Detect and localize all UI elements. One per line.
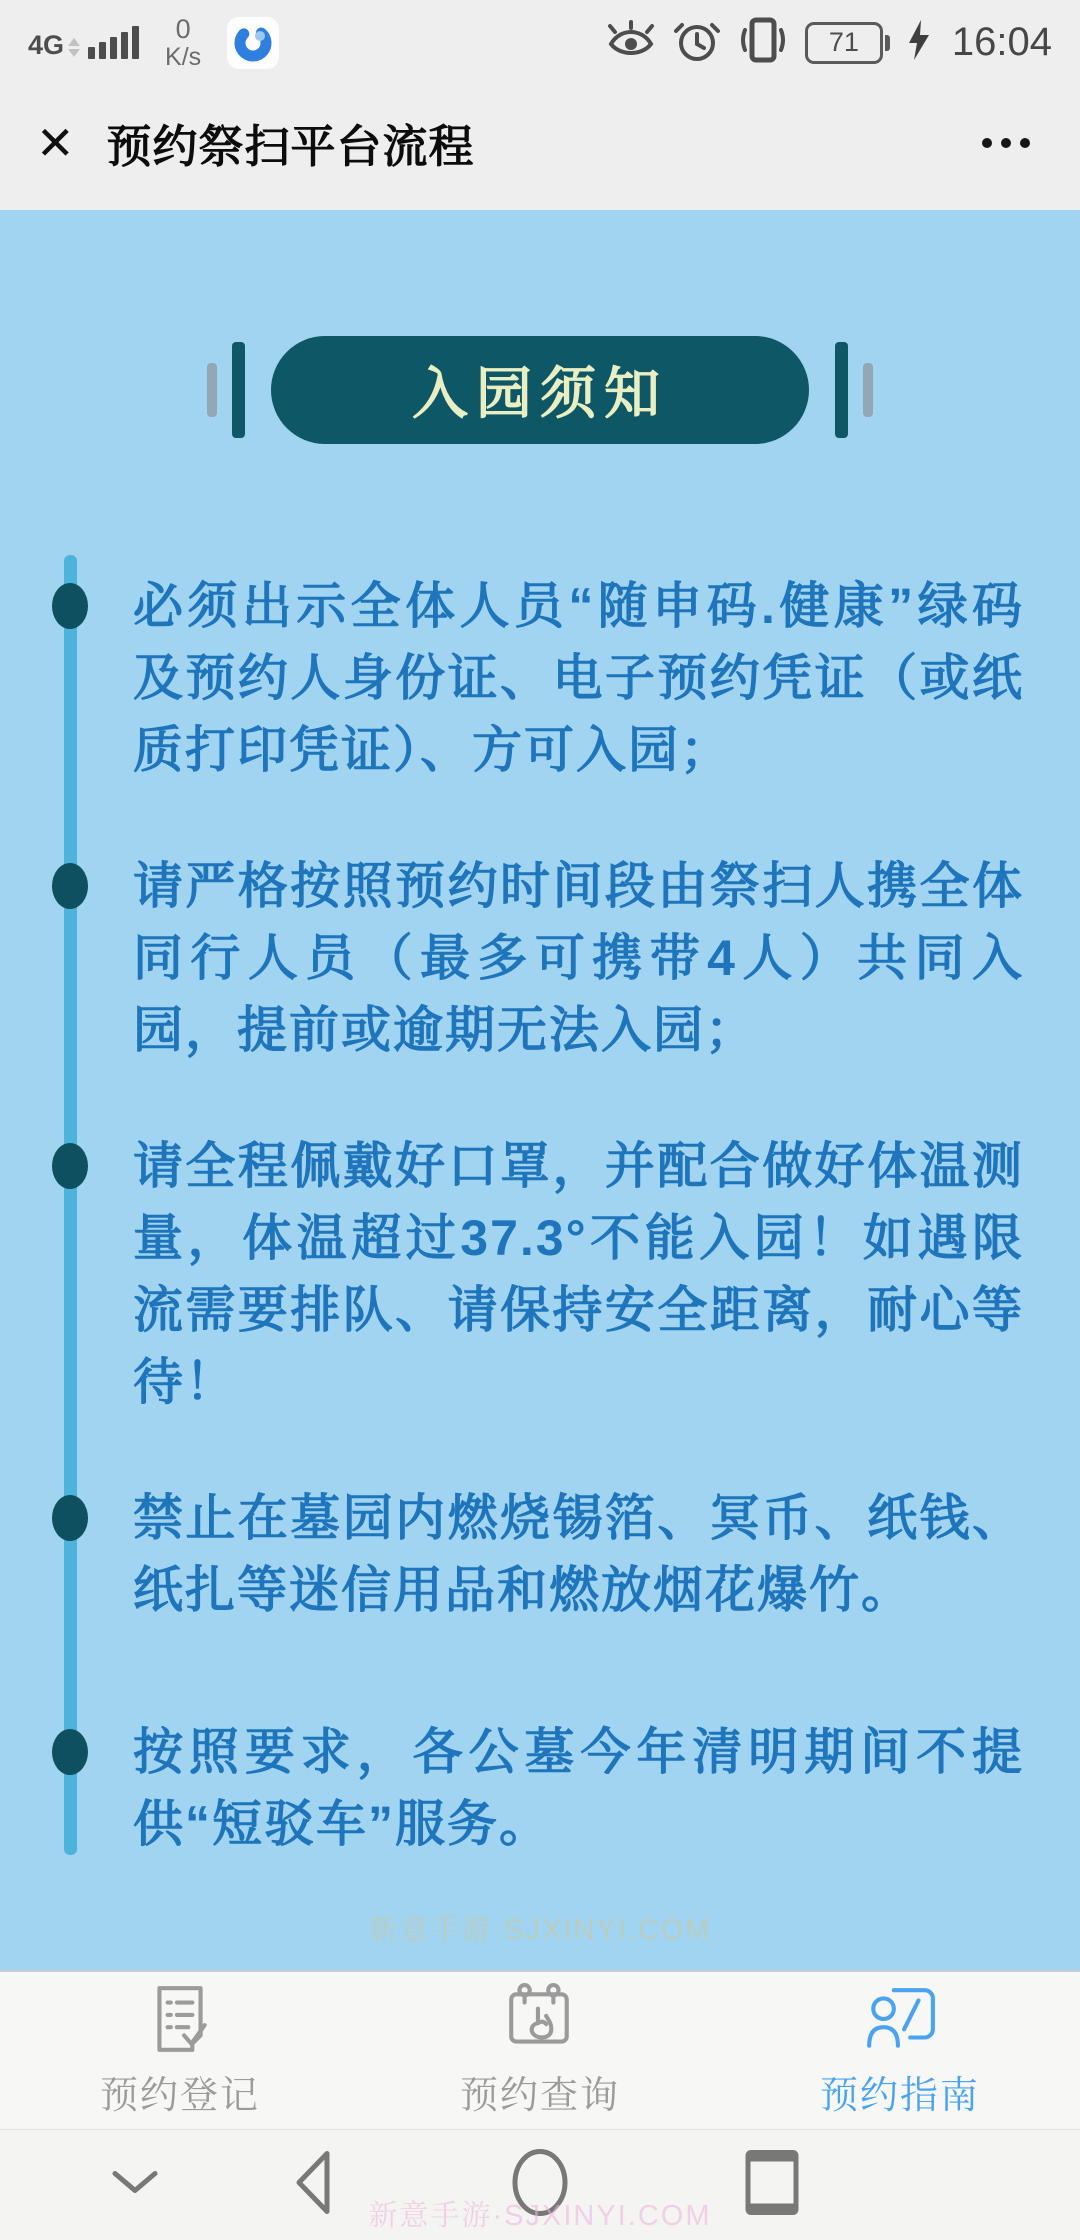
bullet-text: 请严格按照预约时间段由祭扫人携全体同行人员（最多可携带4人）共同入园，提前或逾期无法入园； [133, 858, 1024, 1058]
tab-bar [0, 1970, 1080, 2129]
vibrate-icon [737, 16, 789, 69]
close-icon[interactable]: ✕ [36, 116, 75, 169]
network-speed [165, 15, 201, 70]
page-title: 预约祭扫平台流程 [106, 121, 475, 172]
notice-title-pill: 入园须知 [271, 336, 809, 444]
battery-indicator [805, 22, 890, 64]
tab-label: 预约查询 [459, 2075, 620, 2117]
calendar-query-icon [503, 1982, 577, 2056]
tab-reservation-register[interactable] [0, 1972, 360, 2129]
bullet-dot-icon [52, 1729, 88, 1775]
android-nav-bar [0, 2129, 1080, 2240]
charging-bolt-icon [906, 19, 932, 66]
bullet-text: 请全程佩戴好口罩，并配合做好体温测量，体温超过37.3°不能入园！如遇限流需要排队、请保持安全距离，耐心等待！ [133, 1138, 1024, 1410]
tab-label: 预约登记 [99, 2075, 260, 2117]
tab-reservation-guide[interactable] [720, 1972, 1080, 2129]
right-decoration-bars [835, 342, 873, 438]
notice-bullet-list [0, 570, 1080, 1924]
browser-app-icon [227, 17, 279, 69]
speed-value: 0 [175, 14, 191, 45]
guide-person-board-icon [863, 1982, 937, 2056]
watermark-bottom: 新意手游·SJXINYI.COM [368, 2200, 712, 2232]
tab-reservation-query[interactable] [360, 1972, 720, 2129]
bullet-dot-icon [52, 583, 88, 629]
alarm-icon [673, 17, 721, 68]
speed-unit: K/s [165, 42, 202, 71]
bullet-text: 禁止在墓园内燃烧锡箔、冥币、纸钱、纸扎等迷信用品和燃放烟花爆竹。 [133, 1490, 1024, 1618]
notice-bullet-item [0, 570, 1080, 786]
notice-content [0, 210, 1080, 1970]
bullet-dot-icon [52, 1495, 88, 1541]
title-bar [0, 85, 1080, 210]
network-type-label: 4G [28, 30, 65, 60]
signal-strength-icon [88, 26, 139, 59]
notice-bullet-item [0, 1716, 1080, 1860]
back-icon[interactable] [292, 2150, 332, 2221]
notice-bullet-item [0, 850, 1080, 1066]
bullet-text: 按照要求，各公墓今年清明期间不提供“短驳车”服务。 [133, 1724, 1024, 1852]
bullet-dot-icon [52, 1143, 88, 1189]
notice-bullet-item [0, 1130, 1080, 1418]
tab-label: 预约指南 [819, 2075, 980, 2117]
bullet-text: 必须出示全体人员“随申码.健康”绿码及预约人身份证、电子预约凭证（或纸质打印凭证）、方可入园； [133, 578, 1024, 778]
status-bar [0, 0, 1080, 85]
status-time: 16:04 [951, 20, 1052, 64]
register-list-icon [143, 1982, 217, 2056]
left-decoration-bars [207, 342, 245, 438]
network-indicator [28, 26, 139, 59]
battery-percent: 71 [828, 27, 859, 57]
home-icon[interactable] [510, 2148, 570, 2223]
bullet-dot-icon [52, 863, 88, 909]
more-menu-icon[interactable] [982, 128, 1030, 158]
watermark-middle: 新意手游·SJXINYI.COM [368, 1914, 712, 1946]
hide-navbar-icon[interactable] [111, 2170, 159, 2201]
notice-bullet-item [0, 1482, 1080, 1626]
recents-icon[interactable] [744, 2149, 800, 2222]
updown-arrows-icon [68, 38, 80, 57]
eye-comfort-icon [605, 20, 657, 65]
notice-header [0, 336, 1080, 444]
